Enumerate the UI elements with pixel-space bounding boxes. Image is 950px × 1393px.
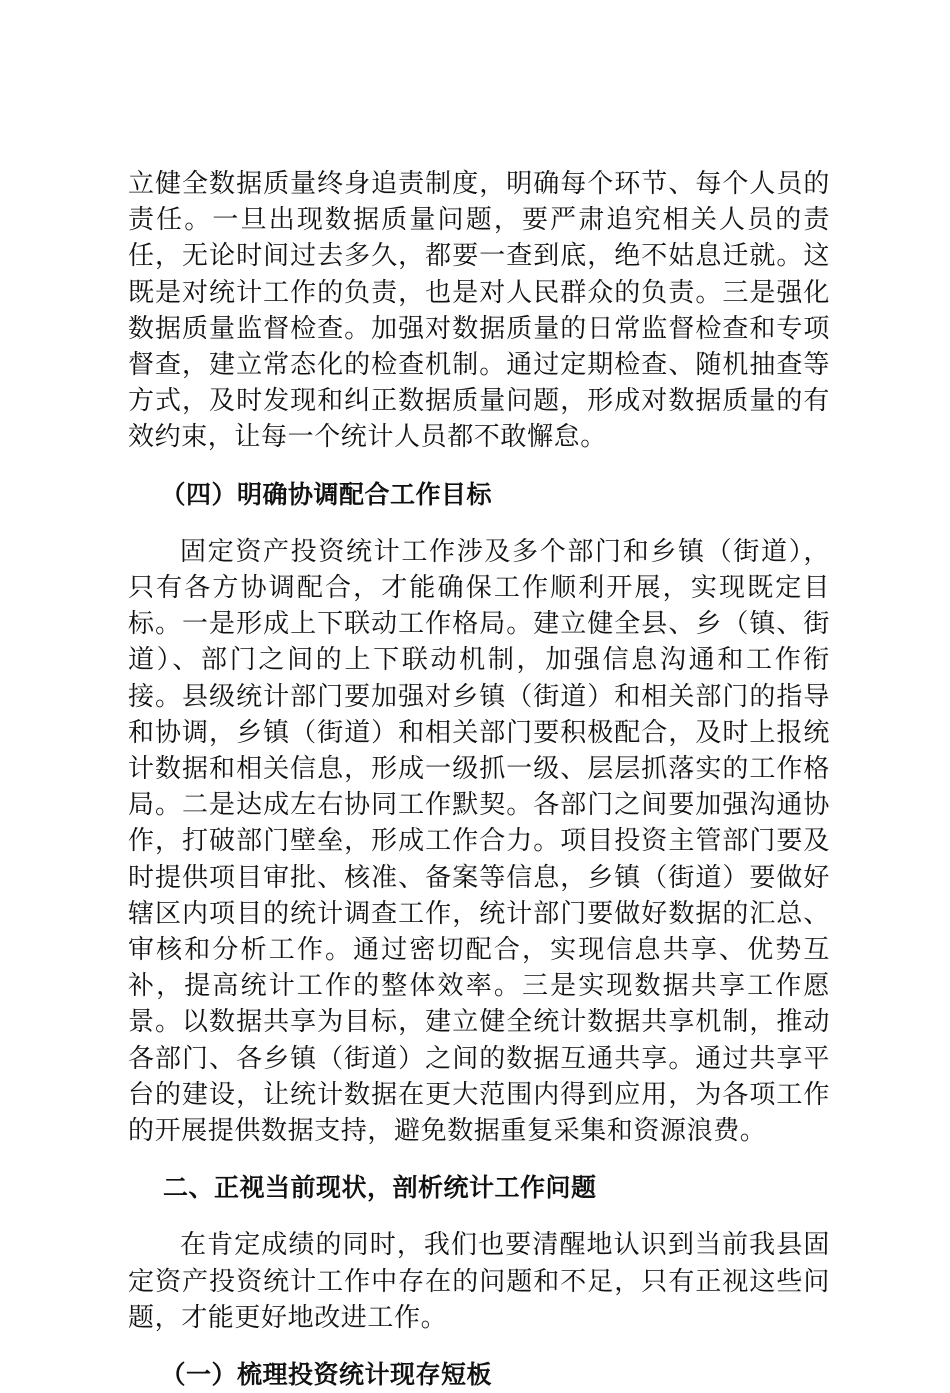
paragraph-spacer xyxy=(128,513,830,534)
paragraph-spacer xyxy=(128,1206,830,1227)
body-paragraph: 固定资产投资统计工作涉及多个部门和乡镇（街道），只有各方协调配合，才能确保工作顺利开展，实现既定目标。一是形成上下联动工作格局。建立健全县、乡（镇、街道）、部门之间的上下联动机制，加强信息沟通和工作衔接。县级统计部门要加强对乡镇（街道）和相关部门的指导和协调，乡镇（街道）和相关部门要积极配合，及时上报统计数据和相关信息，形成一级抓一级、层层抓落实的工作格局。二是达成左右协同工作默契。各部门之间要加强沟通协作，打破部门壁垒，形成工作合力。项目投资主管部门要及时提供项目审批、核准、备案等信息，乡镇（街道）要做好辖区内项目的统计调查工作，统计部门要做好数据的汇总、审核和分析工作。通过密切配合，实现信息共享、优势互补，提高统计工作的整体效率。三是实现数据共享工作愿景。以数据共享为目标，建立健全统计数据共享机制，推动各部门、各乡镇（街道）之间的数据互通共享。通过共享平台的建设，让统计数据在更大范围内得到应用，为各项工作的开展提供数据支持，避免数据重复采集和资源浪费。 xyxy=(128,536,830,1147)
subsection-heading: （四）明确协调配合工作目标 xyxy=(160,479,493,509)
paragraph-spacer xyxy=(128,1336,830,1357)
document-page xyxy=(128,166,830,1393)
body-paragraph: 在肯定成绩的同时，我们也要清醒地认识到当前我县固定资产投资统计工作中存在的问题和不足，只有正视这些问题，才能更好地改进工作。 xyxy=(128,1230,830,1333)
body-paragraph: 立健全数据质量终身追责制度，明确每个环节、每个人员的责任。一旦出现数据质量问题，要严肃追究相关人员的责任，无论时间过去多久，都要一查到底，绝不姑息迁就。这既是对统计工作的负责，也是对人民群众的负责。三是强化数据质量监督检查。加强对数据质量的日常监督检查和专项督查，建立常态化的检查机制。通过定期检查、随机抽查等方式，及时发现和纠正数据质量问题，形成对数据质量的有效约束，让每一个统计人员都不敢懈怠。 xyxy=(128,169,830,453)
subsection-heading: （一）梳理投资统计现存短板 xyxy=(160,1360,493,1390)
paragraph-spacer xyxy=(128,1149,830,1170)
section-heading: 二、正视当前现状，剖析统计工作问题 xyxy=(163,1173,597,1203)
paragraph-spacer xyxy=(128,456,830,477)
